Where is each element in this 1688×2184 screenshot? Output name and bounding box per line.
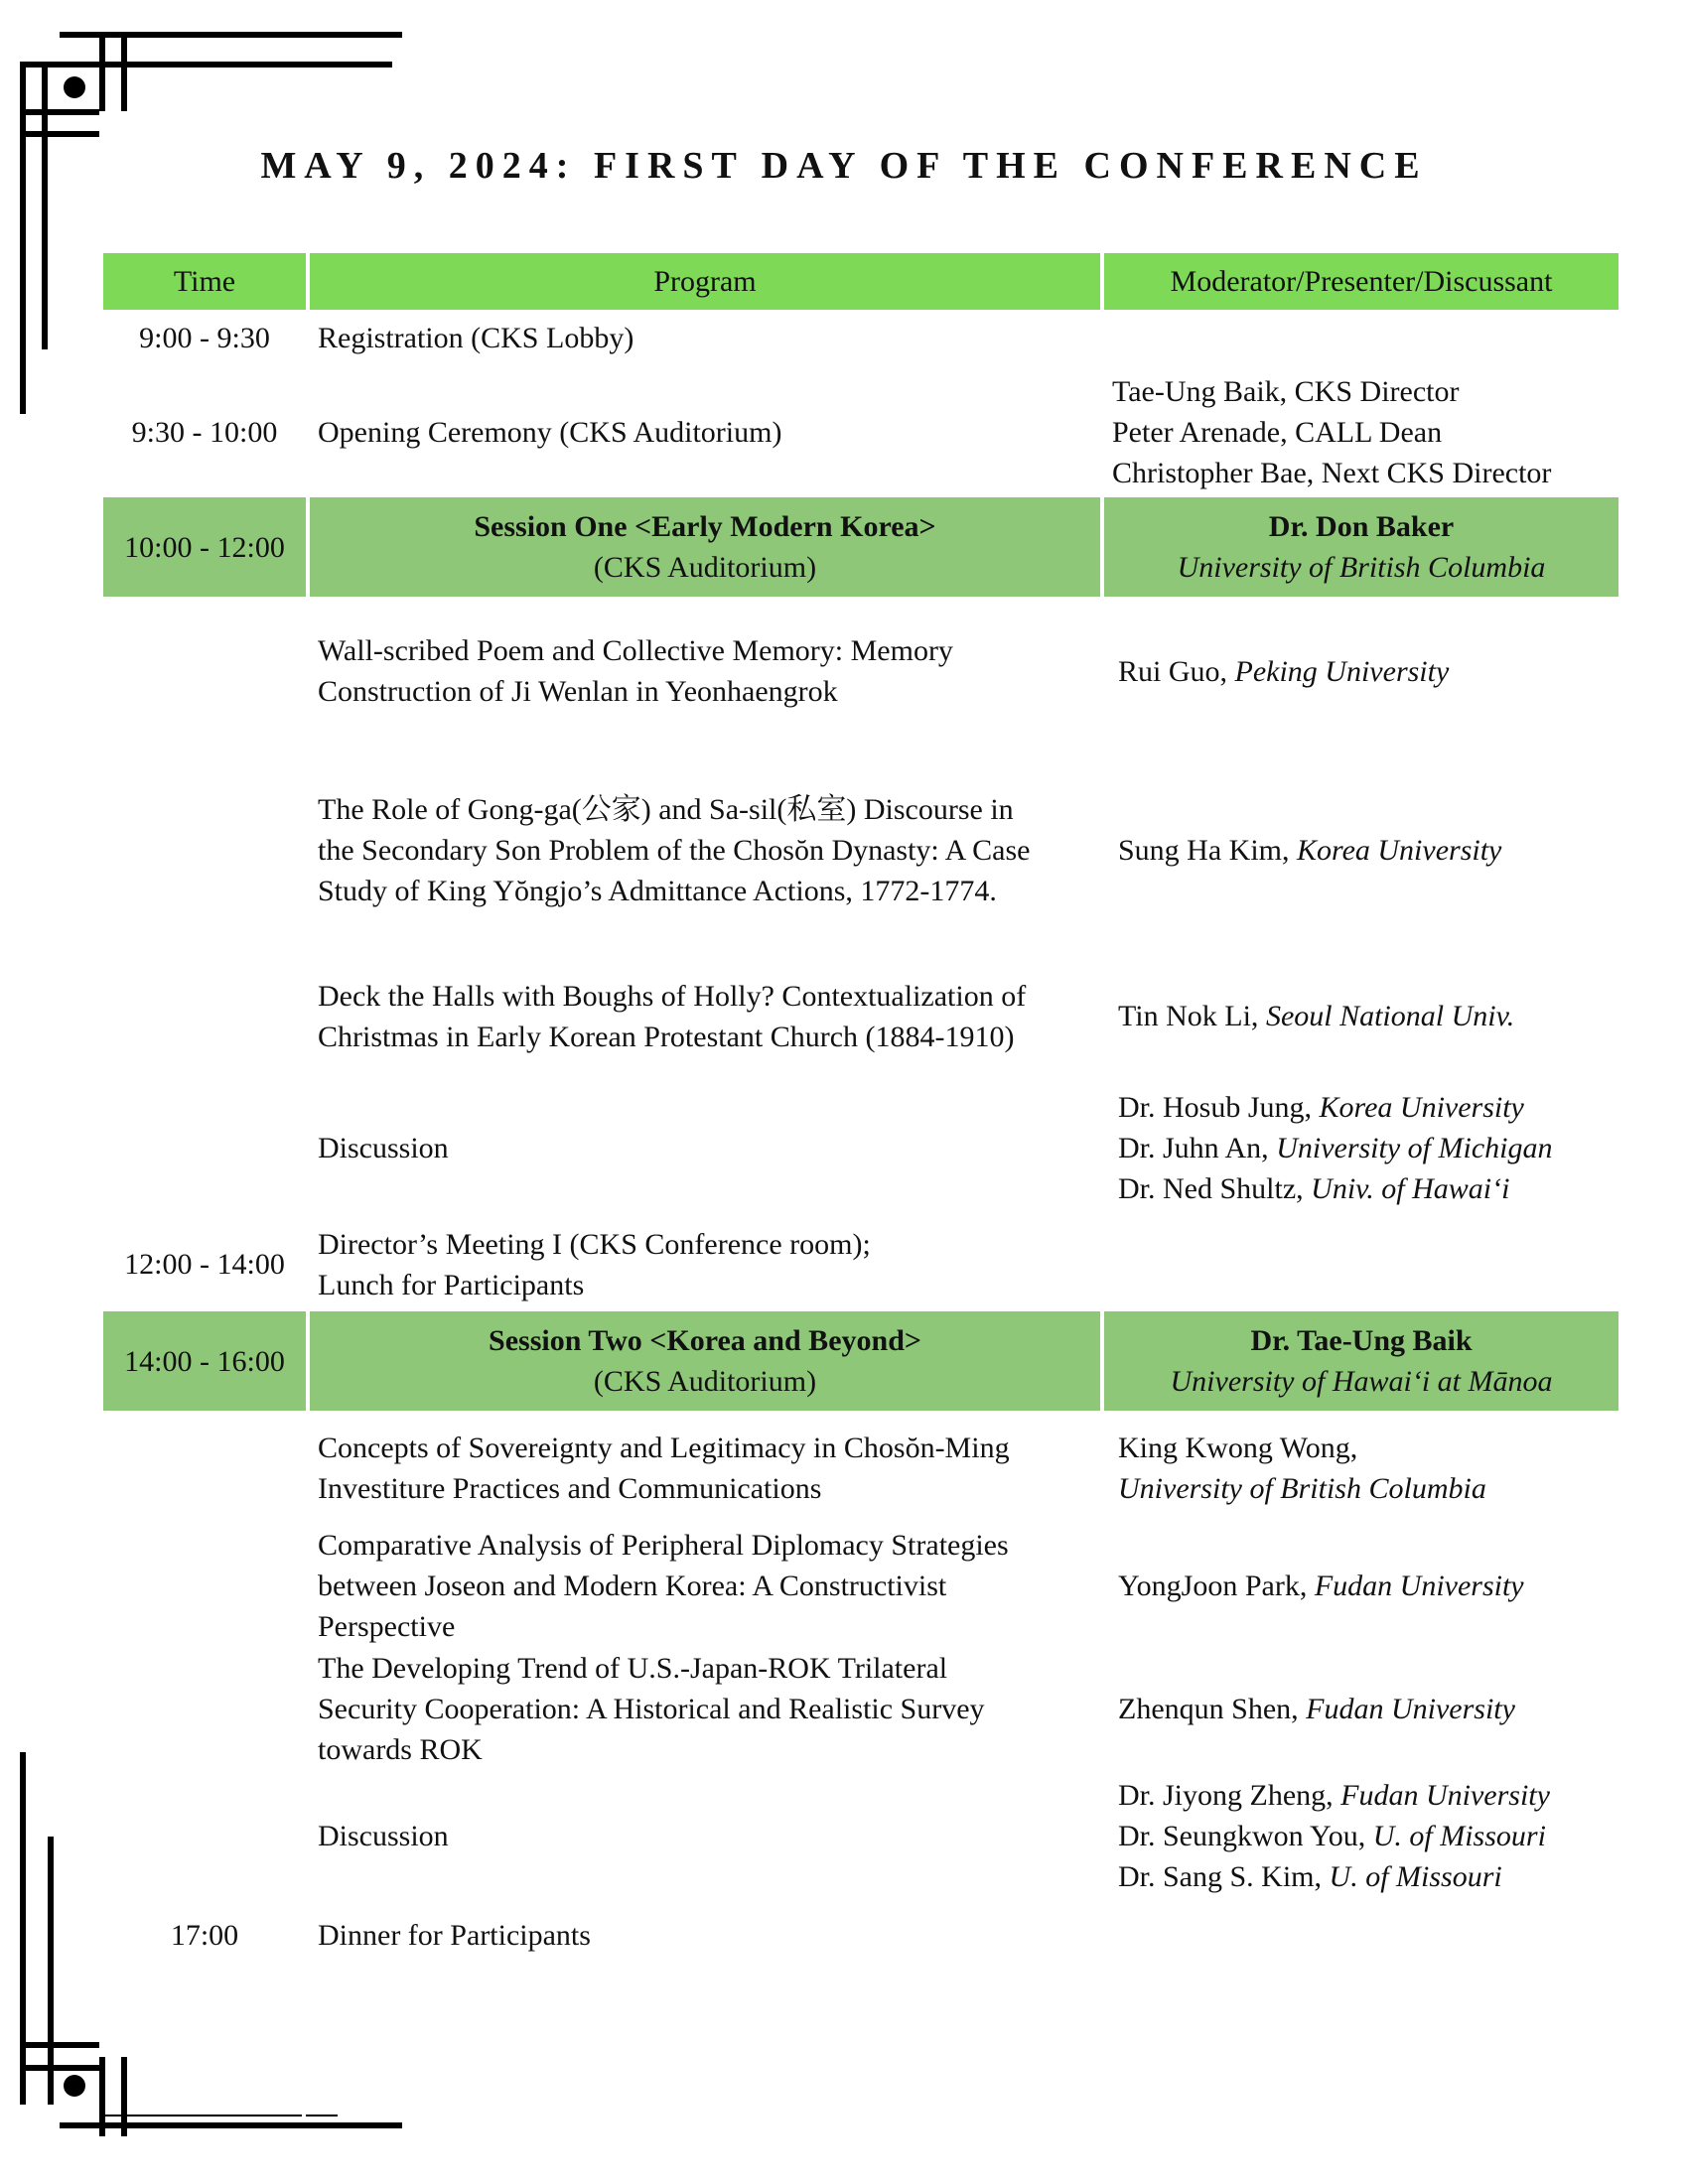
header-program: Program xyxy=(310,253,1100,310)
program-cell xyxy=(310,1311,1100,1411)
program-line: Registration (CKS Lobby) xyxy=(318,322,634,354)
person-name: Tin Nok Li, xyxy=(1118,1000,1266,1032)
program-cell xyxy=(310,1647,1100,1771)
program-cell xyxy=(310,746,1100,954)
person-line xyxy=(1112,371,1611,412)
table-row xyxy=(103,597,1618,746)
moderator-name: Dr. Tae-Ung Baik xyxy=(1250,1324,1473,1357)
person-name: Dr. Ned Shultz, xyxy=(1118,1171,1312,1205)
program-line: Security Cooperation: A Historical and Realistic Survey xyxy=(318,1693,985,1725)
table-row xyxy=(103,1217,1618,1311)
person-name: YongJoon Park, xyxy=(1118,1570,1315,1602)
program-cell xyxy=(310,366,1100,497)
person-name: Dr. Seungkwon You, xyxy=(1118,1819,1373,1852)
person-line xyxy=(1112,412,1611,453)
person-name: Zhenqun Shen, xyxy=(1118,1693,1307,1725)
program-line: Wall-scribed Poem and Collective Memory: Memory xyxy=(318,634,953,667)
program-cell xyxy=(310,310,1100,366)
header-time: Time xyxy=(103,253,306,310)
program-line: The Role of Gong-ga(公家) and Sa-sil(私室) Discourse in xyxy=(318,792,1014,826)
time-cell xyxy=(103,1525,306,1647)
time-cell xyxy=(103,597,306,746)
people-cell xyxy=(1104,597,1618,746)
time-cell xyxy=(103,746,306,954)
people-cell xyxy=(1104,1078,1618,1217)
person-affiliation: Univ. of Hawai‘i xyxy=(1311,1171,1510,1205)
person-line xyxy=(1112,453,1611,493)
person-line xyxy=(1118,1168,1611,1209)
time-cell: 14:00 - 16:00 xyxy=(103,1311,306,1411)
people-cell xyxy=(1104,497,1618,597)
time-cell xyxy=(103,1771,306,1900)
program-line: Dinner for Participants xyxy=(318,1918,591,1952)
people-cell xyxy=(1104,1647,1618,1771)
session-venue: (CKS Auditorium) xyxy=(593,1365,817,1398)
time-cell: 10:00 - 12:00 xyxy=(103,497,306,597)
person-name: Sung Ha Kim, xyxy=(1118,833,1297,867)
program-line: Comparative Analysis of Peripheral Diplomacy Strategies xyxy=(318,1529,1009,1562)
table-row xyxy=(103,1078,1618,1217)
people-cell xyxy=(1104,1411,1618,1525)
time-cell: 9:00 - 9:30 xyxy=(139,322,270,354)
person-affiliation: U. of Missouri xyxy=(1329,1859,1502,1893)
program-line: Lunch for Participants xyxy=(318,1268,585,1301)
time-cell: 17:00 xyxy=(170,1918,239,1952)
program-line: Construction of Ji Wenlan in Yeonhaengrok xyxy=(318,675,838,708)
person-affiliation: Peking University xyxy=(1234,654,1450,688)
moderator-affiliation: University of Hawai‘i at Mānoa xyxy=(1170,1365,1553,1398)
person-line xyxy=(1118,651,1611,692)
program-line: towards ROK xyxy=(318,1733,483,1766)
moderator-name: Dr. Don Baker xyxy=(1268,510,1455,543)
people-cell xyxy=(1104,1900,1618,1970)
person-line xyxy=(1118,1128,1611,1168)
program-line: Director’s Meeting I (CKS Conference room); xyxy=(318,1227,871,1261)
person-affiliation: U. of Missouri xyxy=(1372,1819,1546,1852)
footer-rule xyxy=(99,2115,338,2134)
program-line: the Secondary Son Problem of the Chosŏn Dynasty: A Case xyxy=(318,833,1031,867)
time-cell xyxy=(103,1411,306,1525)
people-cell xyxy=(1104,1771,1618,1900)
session-row xyxy=(103,497,1618,597)
person-line xyxy=(1118,1087,1611,1128)
people-cell xyxy=(1104,310,1618,366)
table-row xyxy=(103,1771,1618,1900)
session-row xyxy=(103,1311,1618,1411)
person-affiliation: Fudan University xyxy=(1306,1693,1515,1725)
table-header-row xyxy=(103,253,1618,310)
table-row xyxy=(103,1525,1618,1647)
table-row xyxy=(103,366,1618,497)
program-cell xyxy=(310,1078,1100,1217)
program-cell xyxy=(310,597,1100,746)
person-name: Peter Arenade, CALL Dean xyxy=(1112,415,1443,449)
person-affiliation: Fudan University xyxy=(1340,1778,1550,1812)
person-name: Dr. Juhn An, xyxy=(1118,1131,1277,1164)
person-line xyxy=(1118,1566,1611,1606)
time-cell xyxy=(103,954,306,1078)
table-row xyxy=(103,1900,1618,1970)
person-line xyxy=(1118,1468,1611,1509)
person-affiliation: Korea University xyxy=(1319,1090,1524,1124)
program-line: Christmas in Early Korean Protestant Church (1884-1910) xyxy=(318,1020,1015,1053)
session-title: Session Two <Korea and Beyond> xyxy=(489,1324,921,1357)
person-name: Dr. Hosub Jung, xyxy=(1118,1090,1320,1124)
person-affiliation: University of British Columbia xyxy=(1118,1471,1486,1505)
person-affiliation: Seoul National Univ. xyxy=(1265,1000,1515,1032)
session-title: Session One <Early Modern Korea> xyxy=(474,510,936,543)
program-line: Study of King Yŏngjo’s Admittance Actions, 1772-1774. xyxy=(318,874,997,907)
program-cell xyxy=(310,954,1100,1078)
program-cell xyxy=(310,1411,1100,1525)
person-line xyxy=(1118,830,1611,871)
person-name: Christopher Bae, Next CKS Director xyxy=(1112,456,1552,489)
person-affiliation: University of Michigan xyxy=(1276,1131,1553,1164)
program-line: Discussion xyxy=(318,1819,449,1852)
program-line: Investiture Practices and Communications xyxy=(318,1471,822,1505)
header-people: Moderator/Presenter/Discussant xyxy=(1104,253,1618,310)
person-name: King Kwong Wong, xyxy=(1118,1431,1358,1464)
people-cell xyxy=(1104,954,1618,1078)
table-row xyxy=(103,1411,1618,1525)
person-affiliation: Fudan University xyxy=(1314,1570,1524,1602)
person-line xyxy=(1118,1689,1611,1729)
session-venue: (CKS Auditorium) xyxy=(593,551,817,584)
person-line xyxy=(1118,1428,1611,1468)
program-cell xyxy=(310,1217,1100,1311)
person-name: Dr. Sang S. Kim, xyxy=(1118,1859,1330,1893)
person-line xyxy=(1118,1856,1611,1897)
program-cell xyxy=(310,1525,1100,1647)
program-line: Concepts of Sovereignty and Legitimacy in Chosŏn-Ming xyxy=(318,1431,1010,1464)
moderator-affiliation: University of British Columbia xyxy=(1177,551,1546,584)
person-line xyxy=(1118,1816,1611,1856)
people-cell xyxy=(1104,1311,1618,1411)
time-cell: 12:00 - 14:00 xyxy=(124,1248,285,1281)
person-affiliation: Korea University xyxy=(1297,833,1502,867)
program-line: Perspective xyxy=(318,1610,456,1643)
person-name: Tae-Ung Baik, CKS Director xyxy=(1112,374,1460,408)
people-cell xyxy=(1104,746,1618,954)
program-line: Deck the Halls with Boughs of Holly? Contextualization of xyxy=(318,979,1027,1013)
person-line xyxy=(1118,996,1611,1036)
program-cell xyxy=(310,1771,1100,1900)
time-cell: 9:30 - 10:00 xyxy=(131,415,278,449)
program-cell xyxy=(310,1900,1100,1970)
schedule-table xyxy=(99,253,1622,1970)
person-name: Rui Guo, xyxy=(1118,654,1235,688)
table-row xyxy=(103,954,1618,1078)
time-cell xyxy=(103,1078,306,1217)
people-cell xyxy=(1104,1217,1618,1311)
program-line: The Developing Trend of U.S.-Japan-ROK Trilateral xyxy=(318,1652,948,1685)
person-line xyxy=(1118,1775,1611,1816)
people-cell xyxy=(1104,366,1618,497)
time-cell xyxy=(103,1647,306,1771)
page-title: MAY 9, 2024: FIRST DAY OF THE CONFERENCE xyxy=(260,145,1428,187)
table-row xyxy=(103,746,1618,954)
program-line: between Joseon and Modern Korea: A Constructivist xyxy=(318,1570,947,1602)
program-line: Opening Ceremony (CKS Auditorium) xyxy=(318,415,782,449)
people-cell xyxy=(1104,1525,1618,1647)
table-row xyxy=(103,310,1618,366)
table-row xyxy=(103,1647,1618,1771)
person-name: Dr. Jiyong Zheng, xyxy=(1118,1778,1341,1812)
program-line: Discussion xyxy=(318,1131,449,1164)
program-cell xyxy=(310,497,1100,597)
schedule-body xyxy=(103,310,1618,1970)
